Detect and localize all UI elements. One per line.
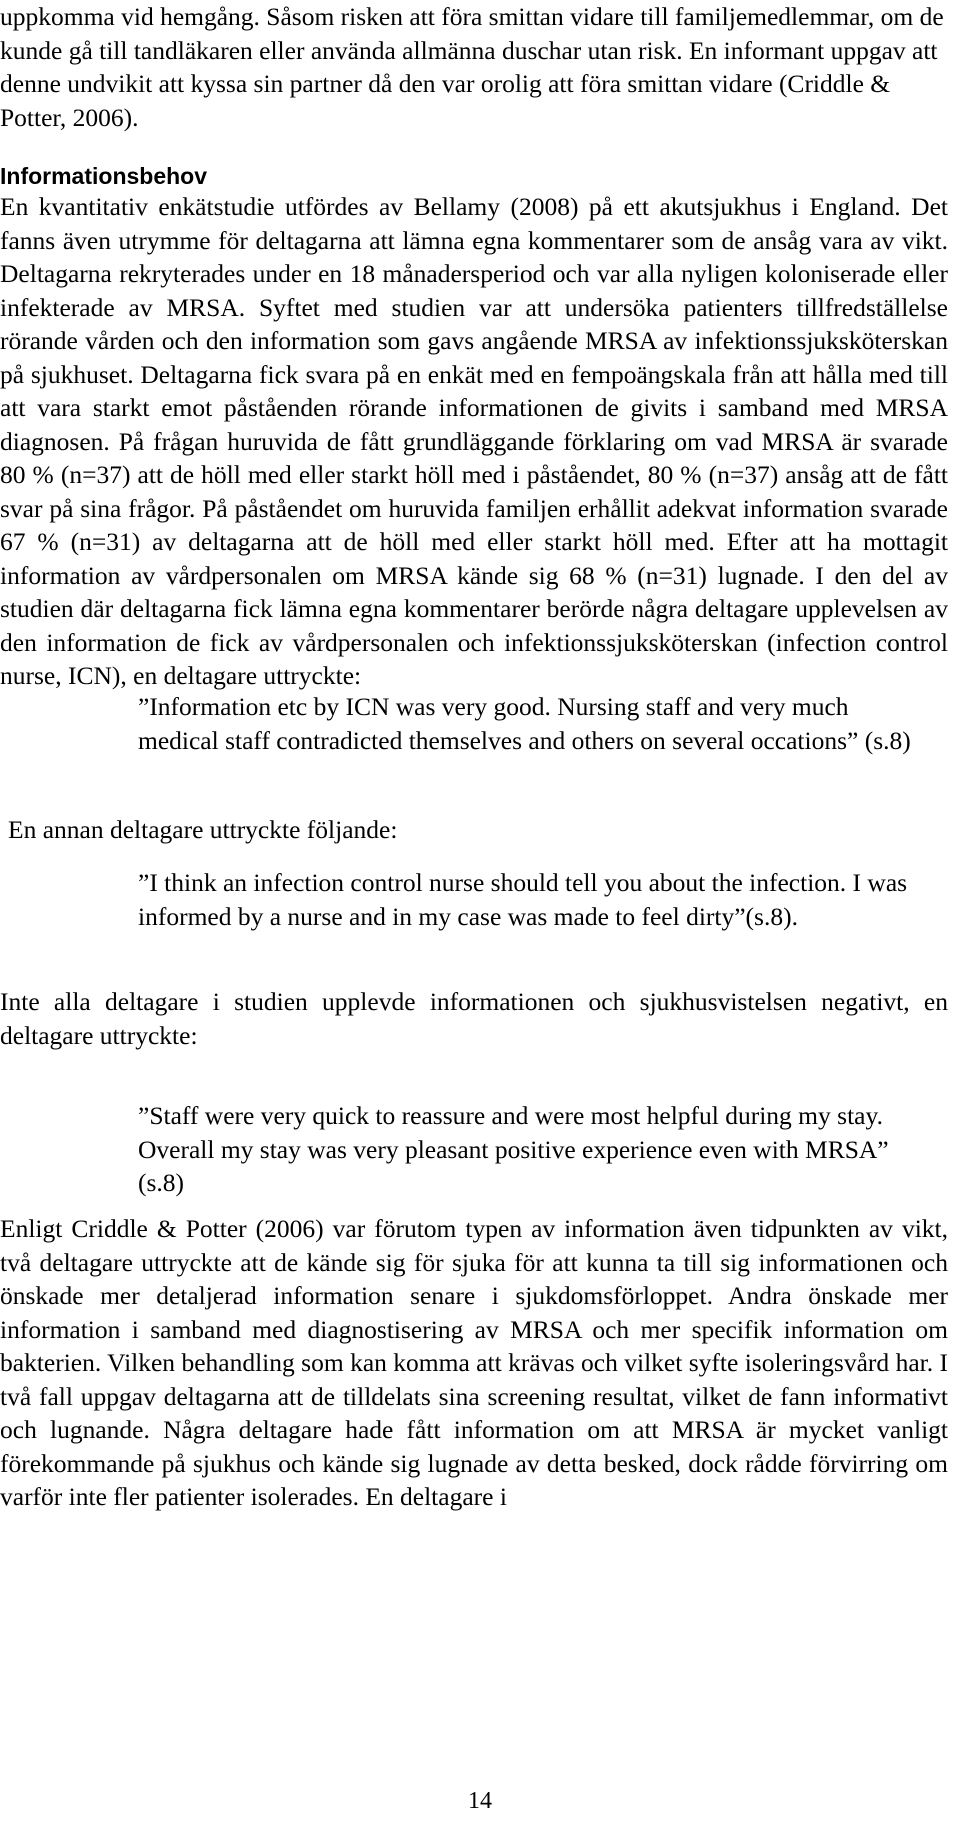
quote-2: ”I think an infection control nurse should tell you about the infection. I was informed by a nurse and in my case was made to feel dirty”(s.8). — [138, 868, 908, 931]
quote-1: ”Information etc by ICN was very good. Nursing staff and very much medical staff contradicted themselves and others on several occations” (s.8) — [138, 692, 911, 755]
paragraph-intro: uppkomma vid hemgång. Såsom risken att föra smittan vidare till familjemedlemmar, om de kunde gå till tandläkaren eller använda allmänna duschar utan risk. En informant uppgav att denne undvikit att kyssa sin partner då den var orolig att föra smittan vidare (Criddle & Potter, 2006). — [0, 2, 944, 132]
paragraph-3: Inte alla deltagare i studien upplevde informationen och sjukhusvistelsen negativt, en deltagare uttryckte: — [0, 987, 948, 1050]
paragraph-quote-2-intro: En annan deltagare uttryckte följande: — [8, 815, 398, 844]
quote-3: ”Staff were very quick to reassure and were most helpful during my stay. Overall my stay was very pleasant positive experience even with MRSA” (s.8) — [138, 1101, 889, 1197]
section-heading: Informationsbehov — [0, 163, 208, 189]
paragraph-4: Enligt Criddle & Potter (2006) var förutom typen av information även tidpunkten av vikt, två deltagare uttryckte att de kände sig för sjuka för att kunna ta till sig informationen och önskade mer detaljerad information senare i sjukdomsförloppet. Andra önskade mer information i samband med diagnostisering av MRSA och mer specifik information om bakterien. Vilken behandling som kan komma att krävas och vilket syfte isoleringsvård har. I två fall uppgav deltagarna att de tilldelats sina screening resultat, vilket de fann informativt och lugnande. Några deltagare hade fått information om att MRSA är mycket vanligt förekommande på sjukhus och kände sig lugnade av detta besked, dock rådde förvirring om varför inte fler patienter isolerades. En deltagare i — [0, 1214, 948, 1511]
paragraph-main: En kvantitativ enkätstudie utfördes av Bellamy (2008) på ett akutsjukhus i England. Det fanns även utrymme för deltagarna att lämna egna kommentarer som de ansåg vara av vikt. Deltagarna rekryterades under en 18 månadersperiod och var alla nyligen koloniserade eller infekterade av MRSA. Syftet med studien var att undersöka patienters tillfredställelse rörande vården och den information som gavs angående MRSA av infektionssjuksköterskan på sjukhuset. Deltagarna fick svara på en enkät med en fempoängskala från att hålla med till att vara starkt emot påståenden rörande informationen de givits i samband med MRSA diagnosen. På frågan huruvida de fått grundläggande förklaring om vad MRSA är svarade 80 % (n=37) att de höll med eller starkt höll med i påståendet, 80 % (n=37) ansåg att de fått svar på sina frågor. På påståendet om huruvida familjen erhållit adekvat information svarade 67 % (n=31) av deltagarna att de höll med eller starkt höll med. Efter att ha mottagit information av vårdpersonalen om MRSA kände sig 68 % (n=31) lugnade. I den del av studien där deltagarna fick lämna egna kommentarer berörde några deltagare upplevelsen av den information de fick av vårdpersonalen och infektionssjuksköterskan (infection control nurse, ICN), en deltagare uttryckte: — [0, 192, 948, 690]
page-number: 14 — [468, 1788, 492, 1814]
